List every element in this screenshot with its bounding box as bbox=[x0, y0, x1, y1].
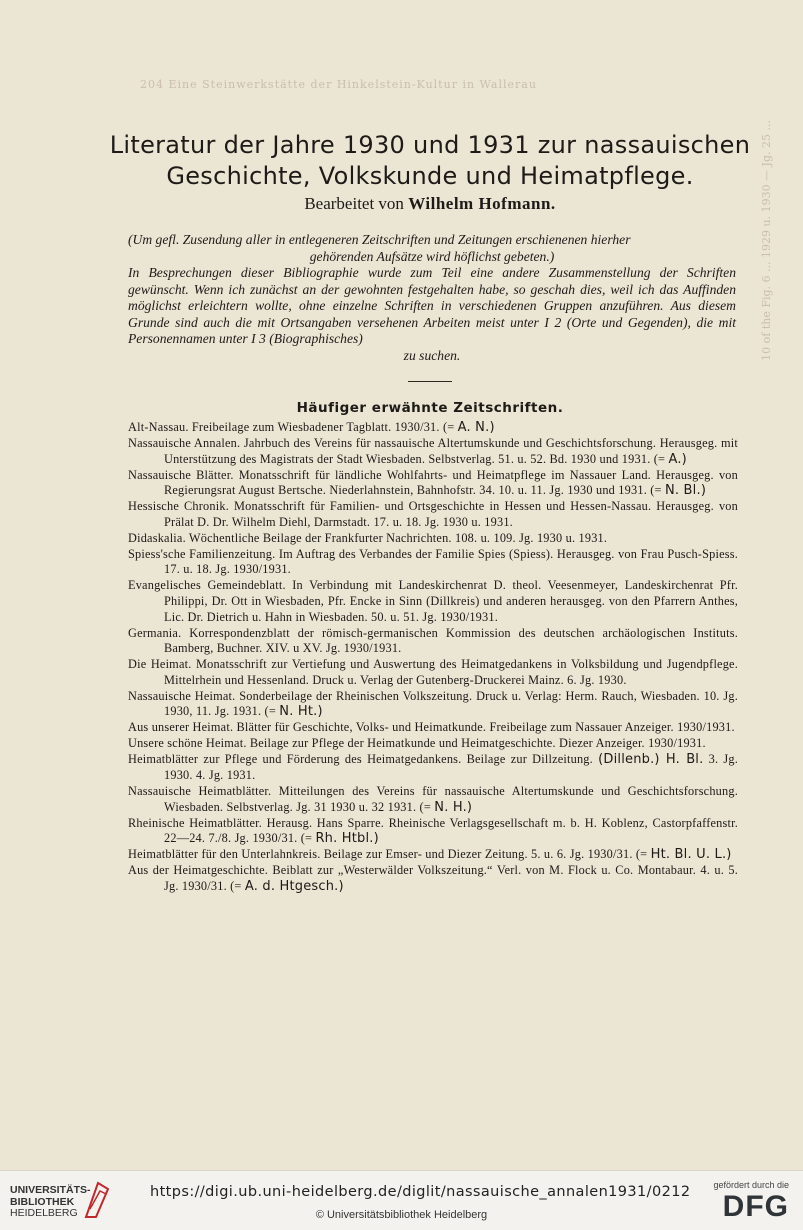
journal-entry-text: Heimatblätter zur Pflege und Förderung des Heimatgedankens. Beilage zur Dillzeitung. bbox=[128, 752, 593, 767]
note-line-1: (Um gefl. Zusendung aller in entlegeneren Zeitschriften und Zeitungen erschienenen hierher bbox=[128, 232, 631, 247]
journal-entry bbox=[128, 784, 738, 815]
journal-entry bbox=[128, 863, 738, 894]
journal-entry bbox=[128, 736, 738, 752]
journal-entry-text: Spiess'sche Familienzeitung. Im Auftrag des Verbandes der Familie Spies (Spiess). Herausgeg. von Frau Pusch-Spiess. 17. u. 18. Jg. 1930/1931. bbox=[128, 546, 738, 577]
journal-entry-text: Unsere schöne Heimat. Beilage zur Pflege der Heimatkunde und Heimatgeschichte. Diezer Anzeiger. 1930/1931. bbox=[128, 736, 706, 751]
journal-abbreviation: N. H.) bbox=[434, 799, 473, 815]
journal-entry bbox=[128, 626, 738, 657]
journal-abbreviation: A. d. Htgesch.) bbox=[244, 878, 344, 894]
intro-paragraph: In Besprechungen dieser Bibliographie wurde zum Teil eine andere Zusammenstellung der Schriften gewünscht. Wenn ich zunächst an der gewohnten festgehalten habe, so geschah dies, weil ich das Auffinden möglichst erleichtern wollte, ohne einzelne Schriften in verschiedenen Gruppen anzuführen. Aus diesem Grunde sind auch die mit Ortsangaben versehenen Arbeiten meist unter I 2 (Orte und Gegenden), die mit Personennamen unter I 3 (Biographisches) bbox=[128, 265, 736, 346]
viewer-footer bbox=[0, 1170, 803, 1230]
journal-entry bbox=[128, 657, 738, 688]
title-line-1: Literatur der Jahre 1930 und 1931 zur nassauischen bbox=[109, 131, 751, 159]
library-name-line-1: UNIVERSITÄTS- bbox=[10, 1184, 91, 1196]
journal-entry-tail: 3. Jg. 1930. 4. Jg. 1931. bbox=[164, 752, 738, 783]
editorial-note bbox=[128, 232, 736, 364]
journal-abbreviation: A.) bbox=[668, 451, 687, 467]
journal-entry-text: Nassauische Annalen. Jahrbuch des Vereins für nassauische Altertumskunde und Geschichtsforschung. Herausgeg. mit Unterstützung des Magistrats der Stadt Wiesbaden. Selbstverlag. 51. u. 52. Bd. 1930 und 1931. (= bbox=[128, 436, 738, 466]
intro-last-line: zu suchen. bbox=[403, 347, 461, 363]
journal-entry bbox=[128, 720, 738, 736]
journal-entry-text: Aus unserer Heimat. Blätter für Geschichte, Volks- und Heimatkunde. Freibeilage zum Nassauer Anzeiger. 1930/1931. bbox=[128, 720, 735, 735]
journal-entry bbox=[128, 547, 738, 578]
journal-entry-text: Nassauische Heimat. Sonderbeilage der Rheinischen Volkszeitung. Druck u. Verlag: Herm. Rauch, Wiesbaden. 10. Jg. 1930, 11. Jg. 1931. (= bbox=[128, 688, 738, 719]
dfg-logo[interactable]: DFG bbox=[722, 1190, 789, 1223]
journal-abbreviation: N. Bl.) bbox=[664, 483, 707, 499]
journal-entry-text: Alt-Nassau. Freibeilage zum Wiesbadener Tagblatt. 1930/31. (= bbox=[128, 420, 455, 434]
journal-entry bbox=[128, 816, 738, 847]
journal-entry bbox=[128, 847, 738, 863]
journal-entry-text: Didaskalia. Wöchentliche Beilage der Frankfurter Nachrichten. 108. u. 109. Jg. 1930 u. 1931. bbox=[128, 530, 608, 545]
journal-entry-text: Nassauische Heimatblätter. Mitteilungen des Vereins für nassauische Altertumskunde und Geschichtsforschung. Wiesbaden. Selbstverlag. Jg. 31 1930 u. 32 1931. (= bbox=[128, 784, 738, 814]
journal-entry bbox=[128, 531, 738, 547]
library-name-line-2: BIBLIOTHEK bbox=[10, 1195, 75, 1208]
journal-entry-text: Die Heimat. Monatsschrift zur Vertiefung und Auswertung des Heimatgedankens in Volksbildung und Jugendpflege. Mittelrhein und Hessenland. Druck u. Verlag der Gutenberg-Druckerei Mainz. 6. Jg. 1930. bbox=[128, 657, 738, 687]
journal-entry bbox=[128, 420, 738, 436]
copyright-notice: © Universitätsbibliothek Heidelberg bbox=[315, 1209, 488, 1221]
document-title bbox=[60, 130, 800, 192]
journal-entry-text: Evangelisches Gemeindeblatt. In Verbindung mit Landeskirchenrat D. theol. Veesenmeyer, Landeskirchenrat Pfr. Philippi, Dr. Ott in Wiesbaden, Pfr. Encke in Sinn (Dillkreis) und anderen herausgeg. von den Pfarrern Anthes, Lic. Dr. Dietrich u. Hahn in Wiesbaden. 50. u. 51. Jg. 1930/1931. bbox=[128, 578, 738, 624]
divider-rule bbox=[408, 381, 452, 382]
journal-abbreviation: N. Ht.) bbox=[279, 704, 323, 720]
bleed-through-text: 204 Eine Steinwerkstätte der Hinkelstein-Kultur in Wallerau bbox=[140, 78, 537, 91]
journal-abbreviation: (Dillenb.) H. Bl. bbox=[598, 752, 704, 768]
journal-entry-text: Germania. Korrespondenzblatt der römisch-germanischen Kommission des deutschen archäologischen Instituts. Bamberg, Buchner. XIV. u XV. Jg. 1930/1931. bbox=[128, 625, 738, 656]
journal-abbreviation: Ht. Bl. U. L.) bbox=[650, 847, 732, 863]
library-name-line-3: HEIDELBERG bbox=[10, 1207, 78, 1219]
journal-entry-text: Aus der Heimatgeschichte. Beiblatt zur „Westerwälder Volkszeitung.“ Verl. von M. Flock u. Co. Montabaur. 4. u. 5. Jg. 1930/31. (= bbox=[128, 863, 738, 893]
journal-entry bbox=[128, 578, 738, 625]
journal-entry bbox=[128, 689, 738, 720]
journal-entry bbox=[128, 499, 738, 530]
author-name: Wilhelm Hofmann. bbox=[408, 194, 556, 213]
byline bbox=[60, 194, 800, 214]
funding-note: gefördert durch die bbox=[713, 1180, 789, 1190]
byline-prefix: Bearbeitet von bbox=[304, 194, 409, 213]
bleed-through-margin-text: 10 of the Fig. 6 ... 1929 u. 1930 — Jg. 25 ... bbox=[760, 120, 773, 361]
journal-entry bbox=[128, 752, 738, 783]
title-line-2: Geschichte, Volkskunde und Heimatpflege. bbox=[166, 162, 694, 190]
journal-entry-text: Heimatblätter für den Unterlahnkreis. Beilage zur Emser- und Diezer Zeitung. 5. u. 6. Jg. 1930/31. (= bbox=[128, 847, 648, 862]
journal-list bbox=[128, 420, 738, 895]
journal-entry bbox=[128, 436, 738, 467]
journal-entry-text: Rheinische Heimatblätter. Herausg. Hans Sparre. Rheinische Verlagsgesellschaft m. b. H. Koblenz, Castorpfaffenstr. 22—24. 7./8. Jg. 1930/31. (= bbox=[128, 815, 738, 846]
section-heading: Häufiger erwähnte Zeitschriften. bbox=[296, 400, 564, 416]
journal-abbreviation: Rh. Htbl.) bbox=[315, 831, 379, 847]
journal-abbreviation: A. N.) bbox=[457, 420, 495, 435]
journal-entry bbox=[128, 468, 738, 499]
permalink-url[interactable]: https://digi.ub.uni-heidelberg.de/diglit/nassauische_annalen1931/0212 bbox=[150, 1184, 691, 1200]
journal-entry-text: Nassauische Blätter. Monatsschrift für ländliche Wohlfahrts- und Heimatpflege im Nassauer Land. Herausgeg. von Regierungsrat August Bertsche. Niederlahnstein, Bahnhofstr. 34. 10. u. 11. Jg. 1930 und 1931. (= bbox=[128, 467, 738, 498]
journal-entry-text: Hessische Chronik. Monatsschrift für Familien- und Ortsgeschichte in Hessen und Hessen-Nassau. Herausgeg. von Prälat D. Dr. Wilhelm Diehl, Darmstadt. 17. u. 18. Jg. 1930 u. 1931. bbox=[128, 499, 738, 529]
note-line-2: gehörenden Aufsätze wird höflichst gebeten.) bbox=[309, 248, 555, 264]
